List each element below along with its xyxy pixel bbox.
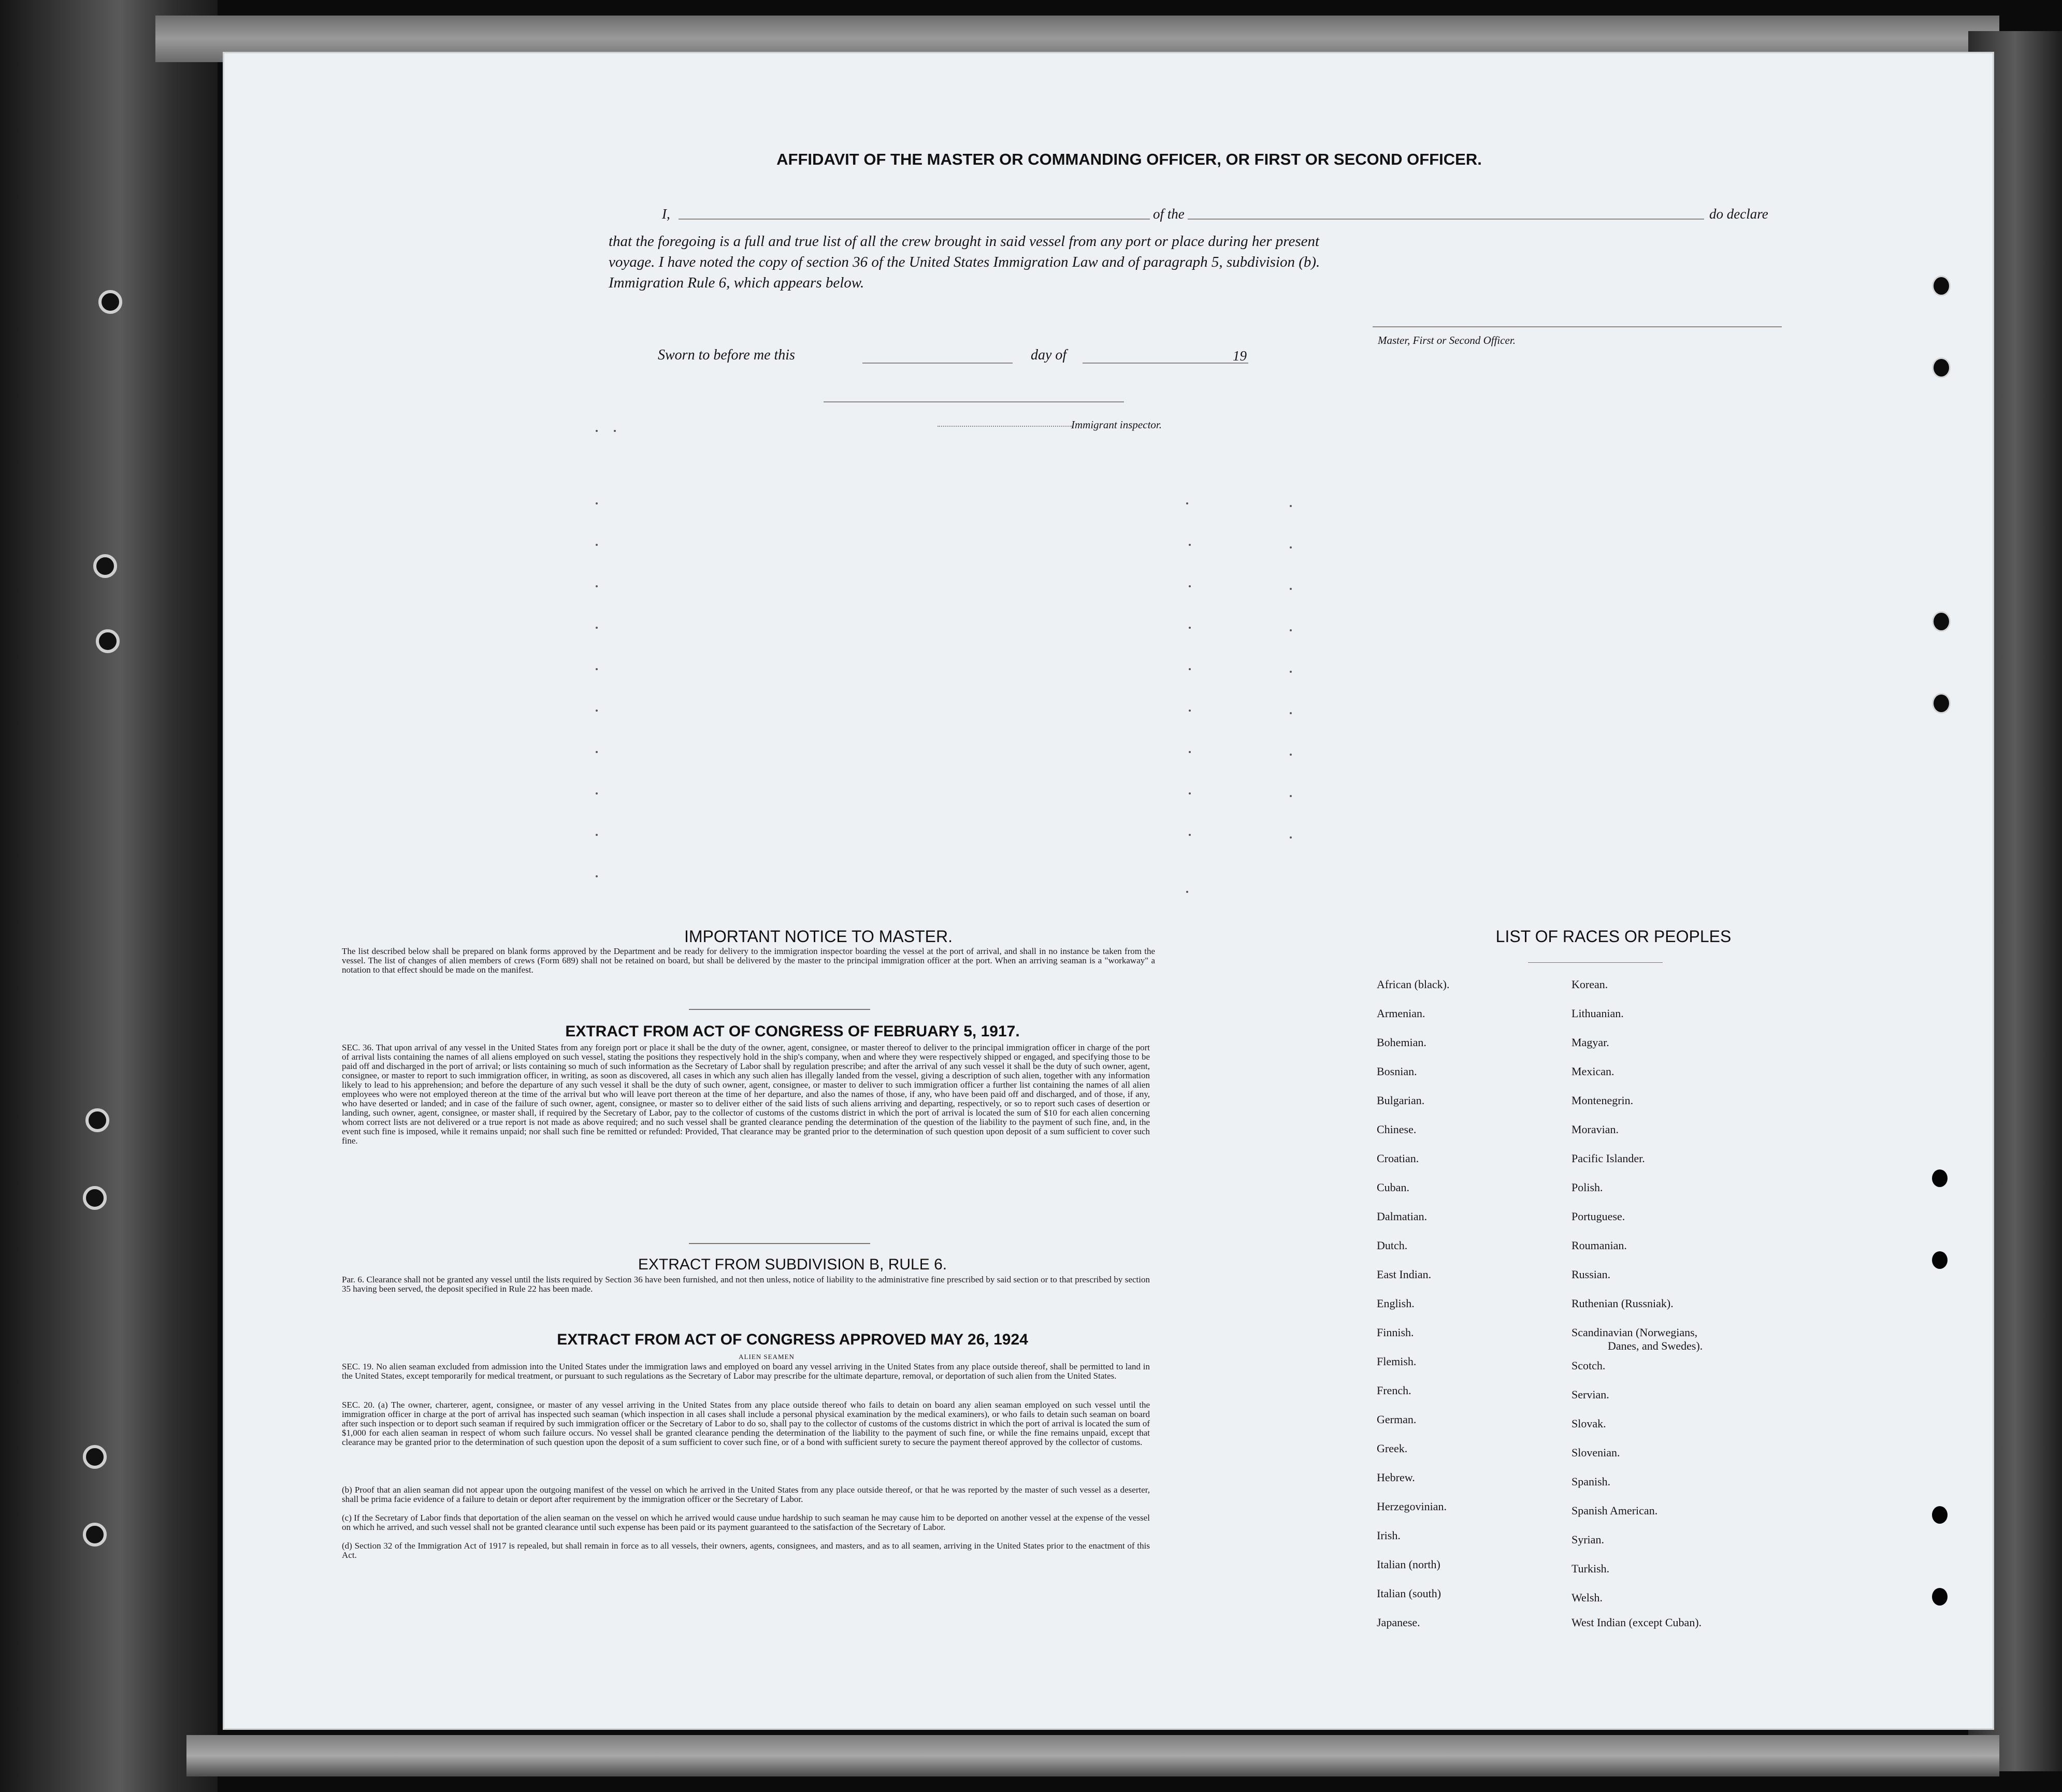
binder-hole-icon: [93, 554, 117, 578]
race-item-continued: Danes, and Swedes).: [1608, 1339, 1703, 1352]
race-item: Lithuanian.: [1571, 1007, 1624, 1020]
punch-hole-icon: [1932, 1588, 1948, 1606]
race-item: Italian (south): [1377, 1587, 1441, 1600]
punch-hole-icon: [1932, 1169, 1948, 1187]
race-item: English.: [1377, 1297, 1415, 1310]
day-of-text: day of: [1031, 347, 1067, 363]
master-label: Master, First or Second Officer.: [1378, 334, 1516, 346]
inspector-signature-line-2: [938, 426, 1072, 427]
inspector-label: Immigrant inspector.: [1071, 418, 1162, 431]
race-item: Flemish.: [1377, 1355, 1417, 1368]
race-item: East Indian.: [1377, 1268, 1432, 1281]
race-item: Bohemian.: [1377, 1036, 1426, 1049]
sec-20c-text: (c) If the Secretary of Labor finds that deportation of the alien seaman on the vessel on which he arrived would cause undue hardship to such seaman he may cause him to be deported on another vessel at the expense of the vessel on which he arrived, and such vessel shall not be granted clearance until such expense has been paid or its payment guaranteed to the satisfaction of the Secretary of Labor.: [342, 1513, 1150, 1532]
race-item: Spanish.: [1571, 1475, 1611, 1488]
race-item: Korean.: [1571, 978, 1608, 991]
punch-hole-icon: [1932, 611, 1951, 632]
race-item: Japanese.: [1377, 1616, 1420, 1629]
divider: [689, 1243, 870, 1244]
race-item: Scotch.: [1571, 1359, 1606, 1372]
extract-1917-title: EXTRACT FROM ACT OF CONGRESS OF FEBRUARY 5, 1917.: [565, 1023, 1020, 1040]
race-item: Dutch.: [1377, 1239, 1408, 1252]
sec-20d-text: (d) Section 32 of the Immigration Act of 1917 is repealed, but shall remain in force as to all vessels, their owners, agents, consignees, and masters, and as to all seamen, arriving in the United States prior to the enactment of this Act.: [342, 1541, 1150, 1560]
subdivision-title: EXTRACT FROM SUBDIVISION B, RULE 6.: [638, 1256, 947, 1273]
affidavit-line-4: Immigration Rule 6, which appears below.: [609, 274, 864, 291]
affidavit-title: AFFIDAVIT OF THE MASTER OR COMMANDING OFFICER, OR FIRST OR SECOND OFFICER.: [776, 150, 1482, 168]
race-item: Bulgarian.: [1377, 1094, 1425, 1107]
race-item: Greek.: [1377, 1442, 1408, 1455]
sec-20b-text: (b) Proof that an alien seaman did not appear upon the outgoing manifest of the vessel on which he arrived in the United States from any place outside thereof, or that he was reported by the master of such vessel as a deserter, shall be prima facie evidence of a failure to detain or deport after requirement by the immigration officer or the Secretary of Labor.: [342, 1485, 1150, 1504]
races-title: LIST OF RACES OR PEOPLES: [1495, 927, 1732, 946]
race-item: Scandinavian (Norwegians,: [1571, 1326, 1698, 1339]
punch-hole-icon: [1932, 276, 1951, 296]
binder-hole-icon: [85, 1108, 109, 1132]
race-item: German.: [1377, 1413, 1417, 1426]
extract-1924-title: EXTRACT FROM ACT OF CONGRESS APPROVED MAY 26, 1924: [557, 1331, 1028, 1348]
sworn-day-line: [862, 363, 1013, 364]
race-item: Chinese.: [1377, 1123, 1417, 1136]
scan-edge-left: [0, 0, 218, 1792]
binder-hole-icon: [96, 629, 120, 653]
sworn-text: Sworn to before me this: [658, 347, 795, 363]
punch-hole-icon: [1932, 693, 1951, 714]
race-item: Bosnian.: [1377, 1065, 1417, 1078]
race-item: Magyar.: [1571, 1036, 1609, 1049]
punch-hole-icon: [1932, 1251, 1948, 1269]
race-item: Syrian.: [1571, 1533, 1604, 1546]
race-item: African (black).: [1377, 978, 1450, 991]
notice-body: The list described below shall be prepared on blank forms approved by the Department and be ready for delivery to the immigration inspector boarding the vessel at the port of arrival, and shall in no instance be taken from the vessel. The list of changes of alien members of crews (Form 689) shall not be retained on board, but shall be delivered by the master to the principal immigration officer at the port. When an arriving seaman is a "workaway" a notation to that effect should be made on the manifest.: [342, 946, 1155, 975]
race-item: Montenegrin.: [1571, 1094, 1634, 1107]
affidavit-declare: do declare: [1709, 206, 1768, 222]
affidavit-line-2: that the foregoing is a full and true list of all the crew brought in said vessel from any port or place during her present: [609, 233, 1320, 250]
name-blank-line: [679, 219, 1279, 220]
race-item: Slovenian.: [1571, 1446, 1620, 1459]
race-item: Dalmatian.: [1377, 1210, 1427, 1223]
subdivision-body: Par. 6. Clearance shall not be granted any vessel until the lists required by Section 36 have been furnished, and not then unless, notice of liability to the administrative fine prescribed by said section or to that prescribed by section 35 having been served, the deposit specified in Rule 22 has been made.: [342, 1275, 1150, 1294]
month-line: [1083, 363, 1248, 364]
race-item: Portuguese.: [1571, 1210, 1625, 1223]
race-item: Cuban.: [1377, 1181, 1409, 1194]
race-item: Pacific Islander.: [1571, 1152, 1645, 1165]
master-signature-line: [1373, 326, 1782, 327]
binder-hole-icon: [98, 290, 122, 314]
vessel-blank-line: [1212, 219, 1704, 220]
divider: [689, 1009, 870, 1010]
race-item: Russian.: [1571, 1268, 1611, 1281]
punch-hole-icon: [1932, 1506, 1948, 1524]
race-item: Croatian.: [1377, 1152, 1419, 1165]
affidavit-line-3: voyage. I have noted the copy of section 36 of the United States Immigration Law and of paragraph 5, subdivision (b).: [609, 254, 1320, 270]
race-item: French.: [1377, 1384, 1411, 1397]
race-item: Herzegovinian.: [1377, 1500, 1447, 1513]
scan-edge-bottom: [186, 1735, 1999, 1776]
extract-1924-subtitle: ALIEN SEAMEN: [739, 1353, 795, 1361]
race-item: Polish.: [1571, 1181, 1603, 1194]
race-item: Welsh.: [1571, 1591, 1603, 1604]
punch-hole-icon: [1932, 357, 1951, 378]
extract-1917-body: SEC. 36. That upon arrival of any vessel in the United States from any foreign port or place it shall be the duty of the owner, agent, consignee, or master thereof to deliver to the principal immigration officer in charge of the port of arrival lists containing the names of all aliens employed on such vessel, stating the positions they respectively hold in the ship's company, when and where they were respectively shipped or engaged, and specifying those to be paid off and discharged in the port of arrival; or lists containing so much of such information as the Secretary of Labor shall by regulation prescribe; and after the arrival of any such vessel it shall be the duty of such owner, agent, consignee, or master to report to such immigration officer, in writing, as soon as discovered, all cases in which any such alien has illegally landed from the vessel, giving a description of such alien, together with any information likely to lead to his apprehension; and before the departure of any such vessel it shall be the duty of such owner, agent, consignee, or master to deliver to such immigration officer a further list containing the names of all alien employees who were not employed thereon at the time of the arrival but who will leave port thereon at the time of her departure, and also the names of those, if any, who have been paid off and discharged, and of those, if any, who have deserted or landed; and in case of the failure of such owner, agent, consignee, or master so to deliver either of the said lists of such aliens arriving and departing, respectively, or so to report such cases of desertion or landing, such owner, agent, consignee, or master shall, if required by the Secretary of Labor, pay to the collector of customs of the customs district in which the port of arrival is located the sum of $10 for each alien concerning whom correct lists are not delivered or a true report is not made as above required; and no such vessel shall be granted clearance pending the determination of the question of the liability to the payment of such fine, and, in the event such fine is imposed, while it remains unpaid; nor shall such fine be remitted or refunded: Provided, That clearance may be granted prior to the determination of such question upon deposit of a sum sufficient to cover such fine.: [342, 1043, 1150, 1146]
race-item: Ruthenian (Russniak).: [1571, 1297, 1674, 1310]
document-sheet: [223, 52, 1994, 1730]
inspector-signature-line-1: [824, 401, 1124, 402]
divider: [1528, 962, 1663, 963]
race-item: Irish.: [1377, 1529, 1401, 1542]
race-item: Armenian.: [1377, 1007, 1425, 1020]
race-item: West Indian (except Cuban).: [1571, 1616, 1702, 1629]
binder-hole-icon: [83, 1445, 107, 1469]
race-item: Slovak.: [1571, 1417, 1606, 1430]
race-item: Roumanian.: [1571, 1239, 1627, 1252]
binder-hole-icon: [83, 1186, 107, 1210]
race-item: Finnish.: [1377, 1326, 1414, 1339]
race-item: Moravian.: [1571, 1123, 1619, 1136]
affidavit-i: I,: [662, 206, 670, 222]
binder-hole-icon: [83, 1523, 107, 1547]
sec-19-text: SEC. 19. No alien seaman excluded from admission into the United States under the immigration laws and employed on board any vessel arriving in the United States from any place outside thereof, shall be permitted to land in the United States, except temporarily for medical treatment, or pursuant to such regulations as the Secretary of Labor may prescribe for the ultimate departure, removal, or deportation of such alien from the United States.: [342, 1362, 1150, 1381]
race-item: Italian (north): [1377, 1558, 1440, 1571]
race-item: Servian.: [1571, 1388, 1609, 1401]
race-item: Mexican.: [1571, 1065, 1614, 1078]
affidavit-of-the: of the: [1150, 206, 1188, 222]
race-item: Spanish American.: [1571, 1504, 1658, 1517]
year-text: 19: [1233, 348, 1247, 364]
sec-20a-text: SEC. 20. (a) The owner, charterer, agent, consignee, or master of any vessel arriving in the United States from any place outside thereof who fails to detain on board any alien seaman employed on such vessel until the immigration officer in charge at the port of arrival has inspected such seaman (which inspection in all cases shall include a personal physical examination by the medical examiners), or who fails to detain such seaman on board after such inspection or to deport such seaman if required by such immigration officer or the Secretary of Labor to do so, shall pay to the collector of customs of the customs district in which the port of arrival is located the sum of $1,000 for each alien seaman in respect of whom such failure occurs. No vessel shall be granted clearance pending the determination of the liability to the payment of such fine, or while the fine remains unpaid, except that clearance may be granted prior to the determination of such question upon the deposit of a sum sufficient to cover such fine, or of a bond with sufficient surety to secure the payment thereof approved by the collector of customs.: [342, 1400, 1150, 1447]
race-item: Hebrew.: [1377, 1471, 1415, 1484]
notice-title: IMPORTANT NOTICE TO MASTER.: [684, 927, 953, 946]
race-item: Turkish.: [1571, 1562, 1610, 1575]
